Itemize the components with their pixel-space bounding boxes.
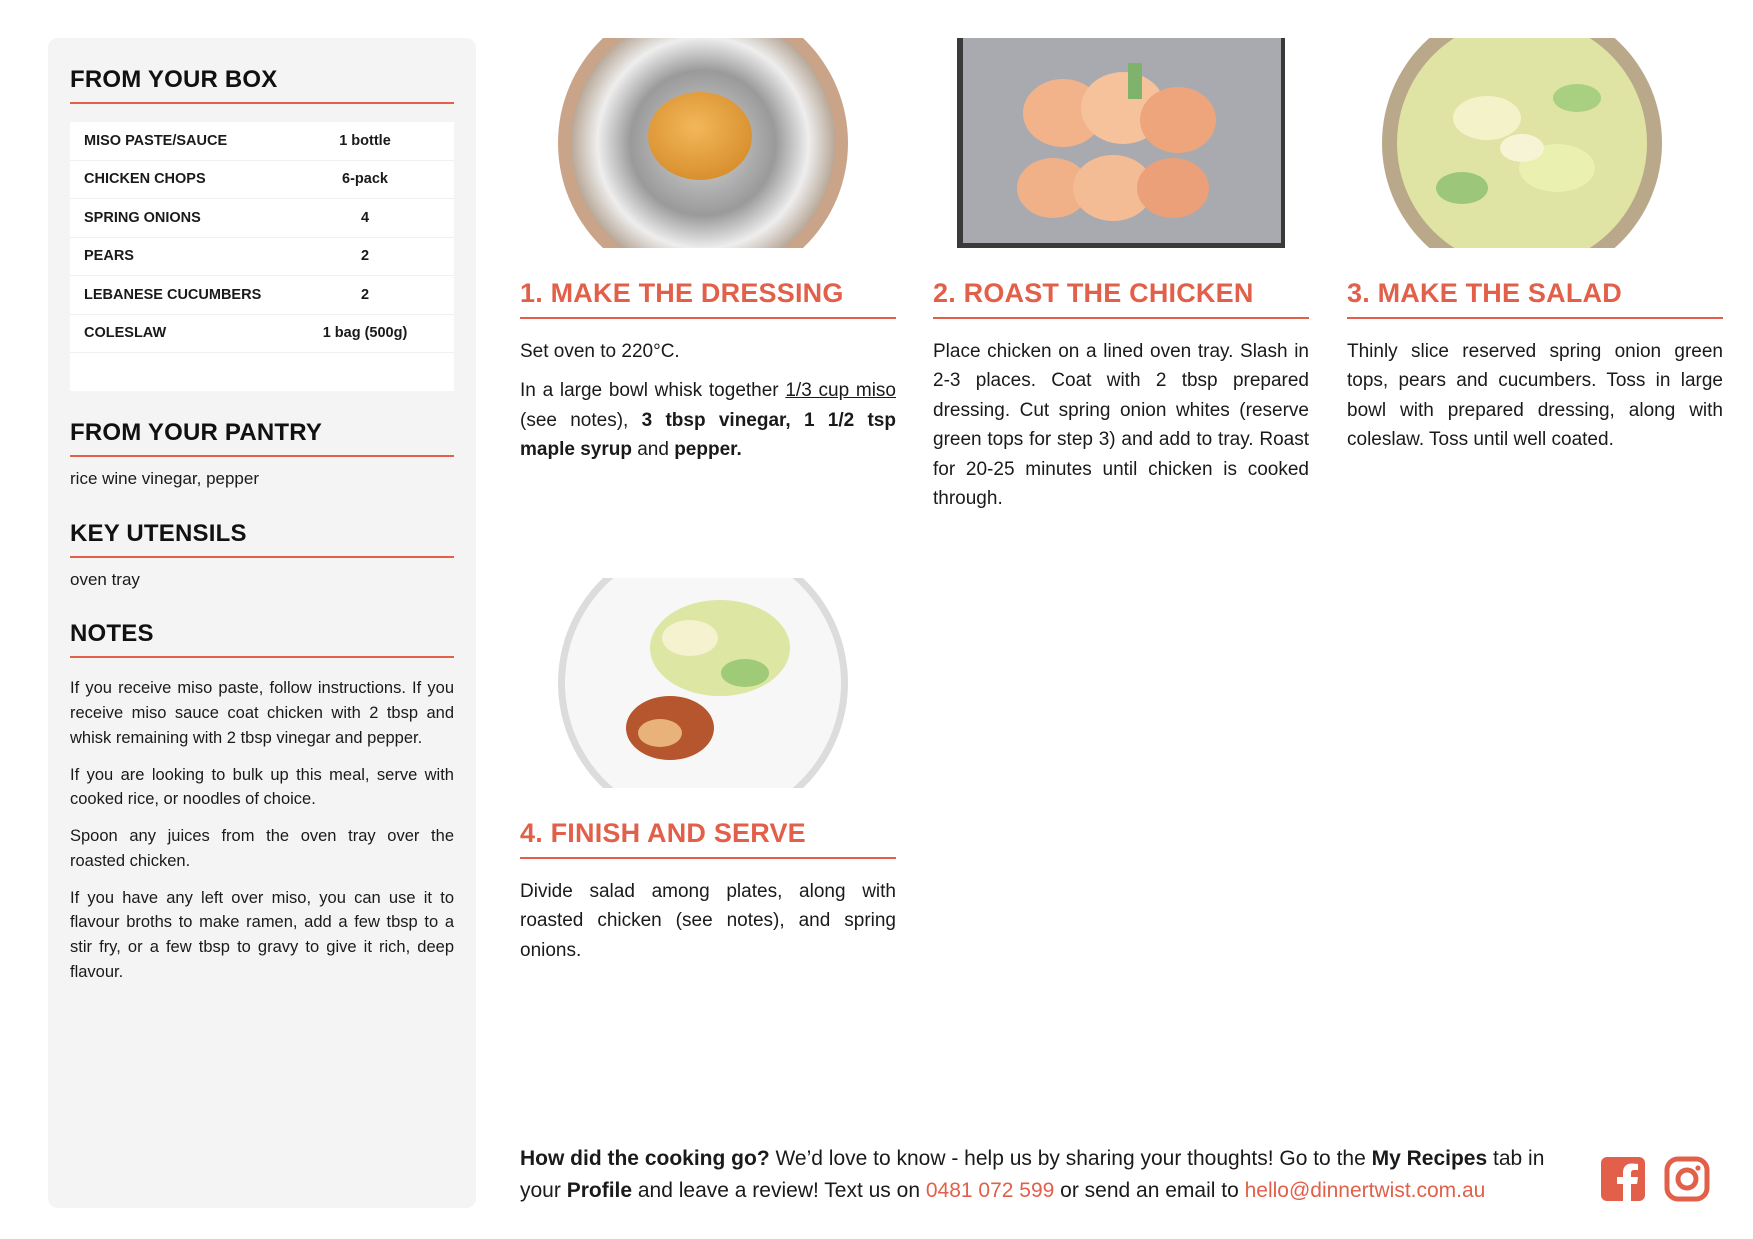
- step-3-title: 3. MAKE THE SALAD: [1347, 278, 1723, 319]
- step-4-title: 4. FINISH AND SERVE: [520, 818, 896, 859]
- pantry-section: [70, 419, 454, 492]
- step-3: [1347, 38, 1723, 455]
- box-item-qty: 6-pack: [342, 171, 388, 188]
- step-2-photo: [933, 38, 1309, 248]
- box-table-spacer: [70, 353, 454, 391]
- step-1-text-2: [520, 376, 896, 464]
- box-item-row: [70, 161, 454, 200]
- box-item-row: [70, 315, 454, 354]
- utensils-section: [70, 520, 454, 593]
- box-item-name: PEARS: [84, 248, 134, 265]
- phone-link[interactable]: 0481 072 599: [925, 1178, 1055, 1202]
- step-1-title: 1. MAKE THE DRESSING: [520, 278, 896, 319]
- box-item-qty: 2: [360, 248, 370, 265]
- footer-text-1: We’d love to know - help us by sharing your thoughts! Go to the: [769, 1147, 1372, 1170]
- miso-amount: 1/3 cup miso: [785, 380, 896, 402]
- dressing-bowl-image: [520, 38, 896, 248]
- step-3-photo: [1347, 38, 1723, 248]
- box-item-row: [70, 122, 454, 161]
- box-item-row: [70, 199, 454, 238]
- step-2: [933, 38, 1309, 514]
- note-paragraph: If you have any left over miso, you can use it to flavour broths to make ramen, add a few tbsp to a stir fry, or a few tbsp to gravy to give it rich, deep flavour.: [70, 888, 454, 981]
- box-item-qty: 4: [360, 209, 370, 226]
- chicken-tray-image: [933, 38, 1309, 248]
- step-1-text-2c: and: [631, 439, 675, 461]
- box-item-name: SPRING ONIONS: [84, 209, 201, 226]
- step-1-photo: [520, 38, 896, 248]
- vinegar-syrup-amount: 3 tbsp vinegar, 1 1/2 tsp maple syrup: [520, 409, 896, 461]
- pepper-ingredient: pepper.: [674, 439, 742, 461]
- box-item-qty: 2: [360, 286, 370, 303]
- pantry-text: rice wine vinegar, pepper: [70, 469, 260, 488]
- step-4-text: Divide salad among plates, along with roasted chicken (see notes), and spring onions.: [520, 881, 896, 961]
- footer-text-2: tab in your: [520, 1147, 1545, 1202]
- box-item-name: CHICKEN CHOPS: [84, 171, 206, 188]
- note-paragraph: If you receive miso paste, follow instructions. If you receive miso sauce coat chicken with 2 tbsp and whisk remaining with 2 tbsp vinegar and pepper.: [70, 679, 454, 747]
- social-links: [1600, 1156, 1710, 1202]
- box-item-row: [70, 238, 454, 277]
- box-item-qty: 1 bottle: [339, 132, 391, 149]
- pantry-heading: FROM YOUR PANTRY: [70, 419, 454, 457]
- note-paragraph: Spoon any juices from the oven tray over the roasted chicken.: [70, 827, 454, 870]
- ingredients-sidebar: [48, 38, 476, 1208]
- box-heading: FROM YOUR BOX: [70, 66, 454, 104]
- notes-heading: NOTES: [70, 620, 454, 658]
- footer-text-3: and leave a review! Text us on: [632, 1178, 926, 1202]
- note-paragraph: If you are looking to bulk up this meal, serve with cooked rice, or noodles of choice.: [70, 765, 454, 809]
- step-2-title: 2. ROAST THE CHICKEN: [933, 278, 1309, 319]
- box-item-name: LEBANESE CUCUMBERS: [84, 286, 262, 303]
- step-1-text-2b: (see notes),: [520, 409, 642, 431]
- plated-dish-image: [520, 578, 896, 788]
- footer-question: How did the cooking go?: [520, 1147, 770, 1170]
- box-item-name: COLESLAW: [84, 325, 167, 342]
- my-recipes-label: My Recipes: [1371, 1147, 1488, 1170]
- email-link[interactable]: hello@dinnertwist.com.au: [1244, 1178, 1486, 1202]
- instagram-icon[interactable]: [1664, 1156, 1710, 1202]
- step-1-text-2a: In a large bowl whisk together: [520, 380, 786, 402]
- facebook-icon[interactable]: [1600, 1156, 1646, 1202]
- box-items-table: [70, 122, 454, 391]
- profile-label: Profile: [566, 1178, 633, 1202]
- salad-bowl-image: [1347, 38, 1723, 248]
- box-item-name: MISO PASTE/SAUCE: [84, 132, 228, 149]
- step-1-text-1: Set oven to 220°C.: [520, 341, 680, 362]
- step-3-text: Thinly slice reserved spring onion green tops, pears and cucumbers. Toss in large bowl with prepared dressing, along with coleslaw. Toss until well coated.: [1347, 341, 1723, 451]
- step-2-text: Place chicken on a lined oven tray. Slash in 2-3 places. Coat with 2 tbsp prepared dressing. Cut spring onion whites (reserve green tops for step 3) and add to tray. Roast for 20-25 minutes until chicken is cooked through.: [933, 341, 1309, 510]
- box-item-row: [70, 276, 454, 315]
- utensils-heading: KEY UTENSILS: [70, 520, 454, 558]
- review-footer: [520, 1143, 1580, 1206]
- step-1: [520, 38, 896, 465]
- footer-text-4: or send an email to: [1054, 1178, 1245, 1202]
- utensils-text: oven tray: [70, 569, 140, 589]
- notes-section: [70, 620, 454, 984]
- step-4-photo: [520, 578, 896, 788]
- box-item-qty: 1 bag (500g): [322, 325, 408, 342]
- step-4: [520, 578, 896, 965]
